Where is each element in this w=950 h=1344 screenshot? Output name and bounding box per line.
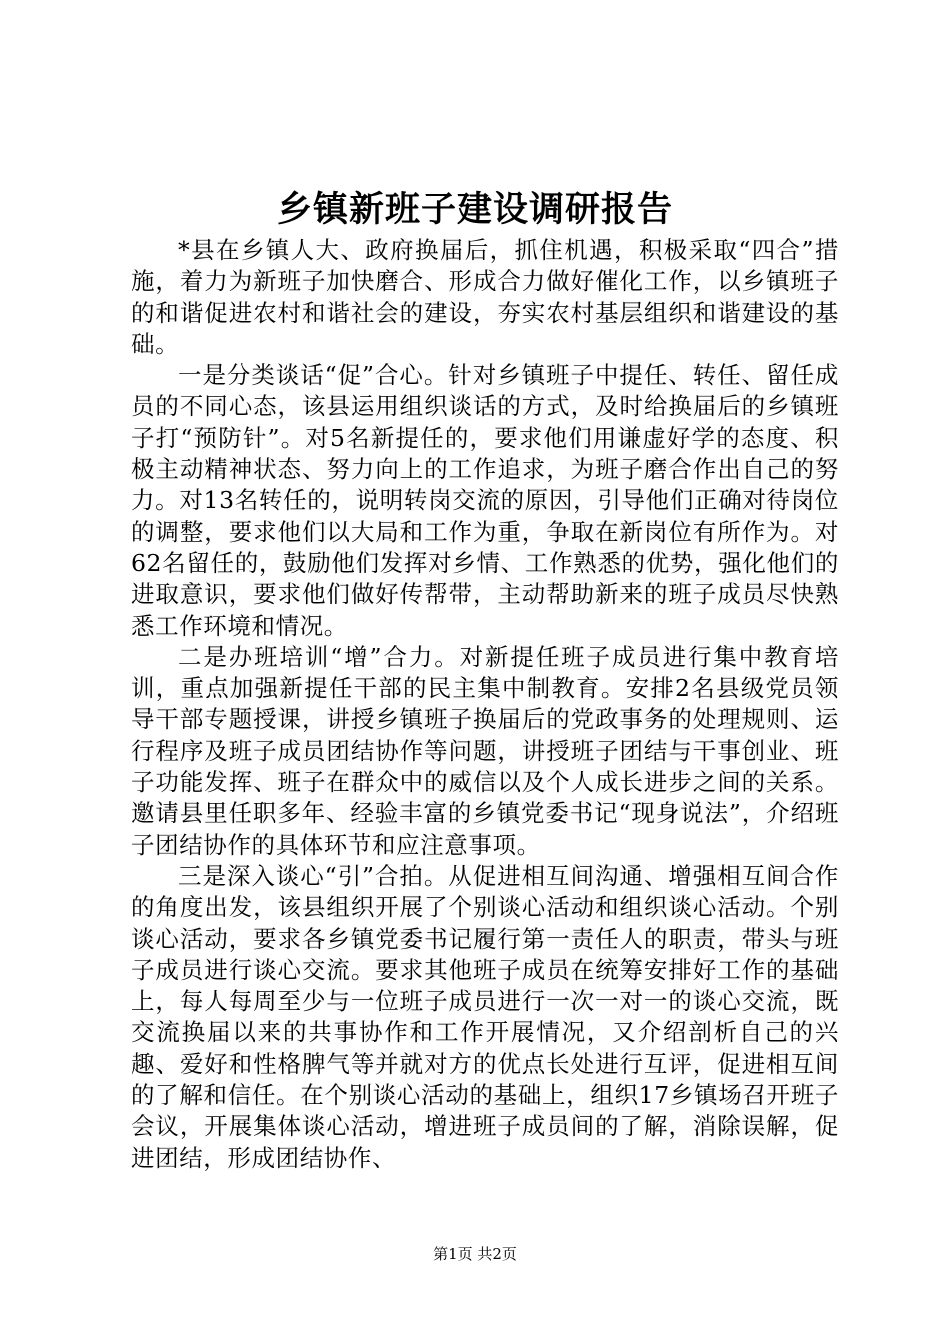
paragraph-point-one: 一是分类谈话“促”合心。针对乡镇班子中提任、转任、留任成员的不同心态，该县运用组织谈话的方式，及时给换届后的乡镇班子打“预防针”。对5名新提任的，要求他们用谦虚好学的态度、积极主动精神状态、努力向上的工作追求，为班子磨合作出自己的努力。对13名转任的，说明转岗交流的原因，引导他们正确对待岗位的调整，要求他们以大局和工作为重，争取在新岗位有所作为。对62名留任的，鼓励他们发挥对乡情、工作熟悉的优势，强化他们的进取意识，要求他们做好传帮带，主动帮助新来的班子成员尽快熟悉工作环境和情况。 (131, 361, 839, 640)
document-title: 乡镇新班子建设调研报告 (276, 189, 673, 230)
paragraph-point-two: 二是办班培训“增”合力。对新提任班子成员进行集中教育培训，重点加强新提任干部的民主集中制教育。安排2名县级党员领导干部专题授课，讲授乡镇班子换届后的党政事务的处理规则、运行程序及班子成员团结协作等问题，讲授班子团结与干事创业、班子功能发挥、班子在群众中的威信以及个人成长进步之间的关系。邀请县里任职多年、经验丰富的乡镇党委书记“现身说法”，介绍班子团结协作的具体环节和应注意事项。 (131, 642, 839, 859)
document-body (131, 235, 839, 1174)
paragraph-point-three: 三是深入谈心“引”合拍。从促进相互间沟通、增强相互间合作的角度出发，该县组织开展了个别谈心活动和组织谈心活动。个别谈心活动，要求各乡镇党委书记履行第一责任人的职责，带头与班子成员进行谈心交流。要求其他班子成员在统筹安排好工作的基础上，每人每周至少与一位班子成员进行一次一对一的谈心交流，既交流换届以来的共事协作和工作开展情况，又介绍剖析自己的兴趣、爱好和性格脾气等并就对方的优点长处进行互评，促进相互间的了解和信任。在个别谈心活动的基础上，组织17乡镇场召开班子会议，开展集体谈心活动，增进班子成员间的了解，消除误解，促进团结，形成团结协作、 (131, 861, 839, 1172)
page-footer: 第1页 共2页 (433, 1245, 517, 1263)
paragraph-intro: *县在乡镇人大、政府换届后，抓住机遇，积极采取“四合”措施，着力为新班子加快磨合、形成合力做好催化工作，以乡镇班子的和谐促进农村和谐社会的建设，夯实农村基层组织和谐建设的基础。 (131, 236, 839, 358)
